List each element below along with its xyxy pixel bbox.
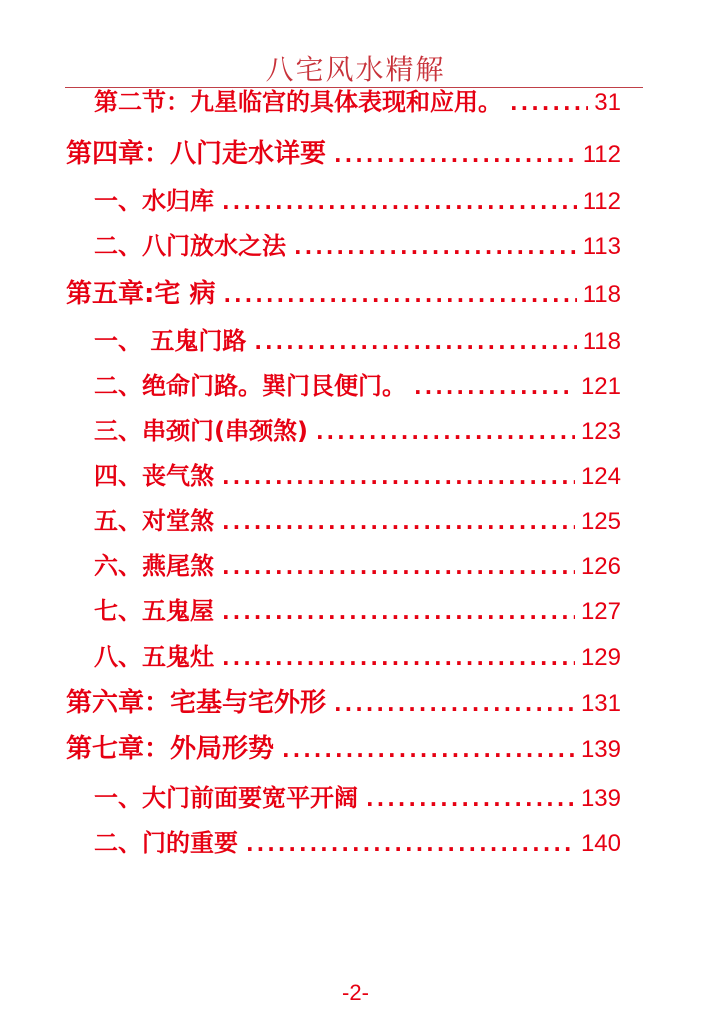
toc-entry-page: 127 [580,598,621,625]
toc-entry-label: 六、燕尾煞 [94,552,214,580]
toc-entry-page: 123 [580,418,621,445]
toc-leader-dots [510,85,588,121]
toc-entry-label: 第七章：外局形势 [66,734,275,764]
toc-entry-label: 七、五鬼屋 [94,597,214,625]
toc-entry-page: 113 [582,233,621,260]
toc-entry[interactable] [94,228,621,264]
toc-entry-label: 四、丧气煞 [94,462,214,490]
toc-entry[interactable] [94,183,621,219]
toc-entry-label: 五、对堂煞 [94,507,214,535]
toc-leader-dots [366,781,575,817]
toc-entry[interactable] [66,136,621,172]
toc-leader-dots [222,504,575,540]
toc-entry[interactable] [94,503,621,539]
toc-entry-label: 二、绝命门路。巽门艮便门。 [94,372,406,400]
toc-entry[interactable] [66,276,621,312]
toc-entry[interactable] [94,323,621,359]
toc-leader-dots [222,549,575,585]
toc-entry[interactable] [66,731,621,767]
page-number: -2- [342,980,369,1005]
toc-entry-label: 八、五鬼灶 [94,643,214,671]
toc-leader-dots [334,137,577,173]
toc-entry[interactable] [94,413,621,449]
toc-entry-page: 118 [582,281,621,308]
toc-leader-dots [282,732,575,768]
toc-leader-dots [334,686,575,722]
toc-entry[interactable] [94,780,621,816]
toc-leader-dots [254,324,576,360]
toc-leader-dots [294,229,577,265]
toc-leader-dots [222,640,575,676]
toc-entry[interactable] [94,548,621,584]
toc-entry[interactable] [66,685,621,721]
toc-leader-dots [316,414,575,450]
toc-leader-dots [222,459,575,495]
toc-entry-label: 第四章：八门走水详要 [66,139,327,169]
toc-leader-dots [223,277,576,313]
toc-entry[interactable] [94,825,621,861]
toc-entry-page: 126 [580,553,621,580]
toc-leader-dots [222,594,575,630]
toc-entry-label: 第二节：九星临宫的具体表现和应用。 [94,88,502,116]
toc-entry[interactable] [94,84,621,120]
toc-entry-page: 140 [580,830,621,857]
toc-entry-page: 125 [580,508,621,535]
toc-entry-page: 129 [580,644,621,671]
toc-entry-label: 第五章:宅 病 [66,279,216,309]
toc-entry[interactable] [94,593,621,629]
toc-entry-label: 二、门的重要 [94,829,238,857]
toc-entry[interactable] [94,368,621,404]
toc-entry-page: 121 [580,373,621,400]
toc-entry-page: 112 [582,141,621,168]
toc-entry-label: 第六章：宅基与宅外形 [66,688,327,718]
toc-entry-label: 一、大门前面要宽平开阔 [94,784,358,812]
toc-entry-label: 三、串颈门(串颈煞) [94,417,308,445]
toc-entry-page: 139 [580,736,621,763]
toc-entry-page: 112 [582,188,621,215]
toc-leader-dots [414,369,575,405]
toc-leader-dots [246,826,575,862]
running-header-title: 八宅风水精解 [265,53,446,86]
toc-entry-label: 二、八门放水之法 [94,232,286,260]
toc-entry-page: 131 [580,690,621,717]
toc-entry-label: 一、水归库 [94,187,214,215]
toc-entry[interactable] [94,458,621,494]
toc-entry-label: 一、 五鬼门路 [94,327,247,355]
toc-entry[interactable] [94,639,621,675]
toc-leader-dots [222,184,577,220]
toc-entry-page: 31 [594,89,621,116]
toc-entry-page: 118 [582,328,621,355]
toc-entry-page: 139 [580,785,621,812]
toc-entry-page: 124 [580,463,621,490]
